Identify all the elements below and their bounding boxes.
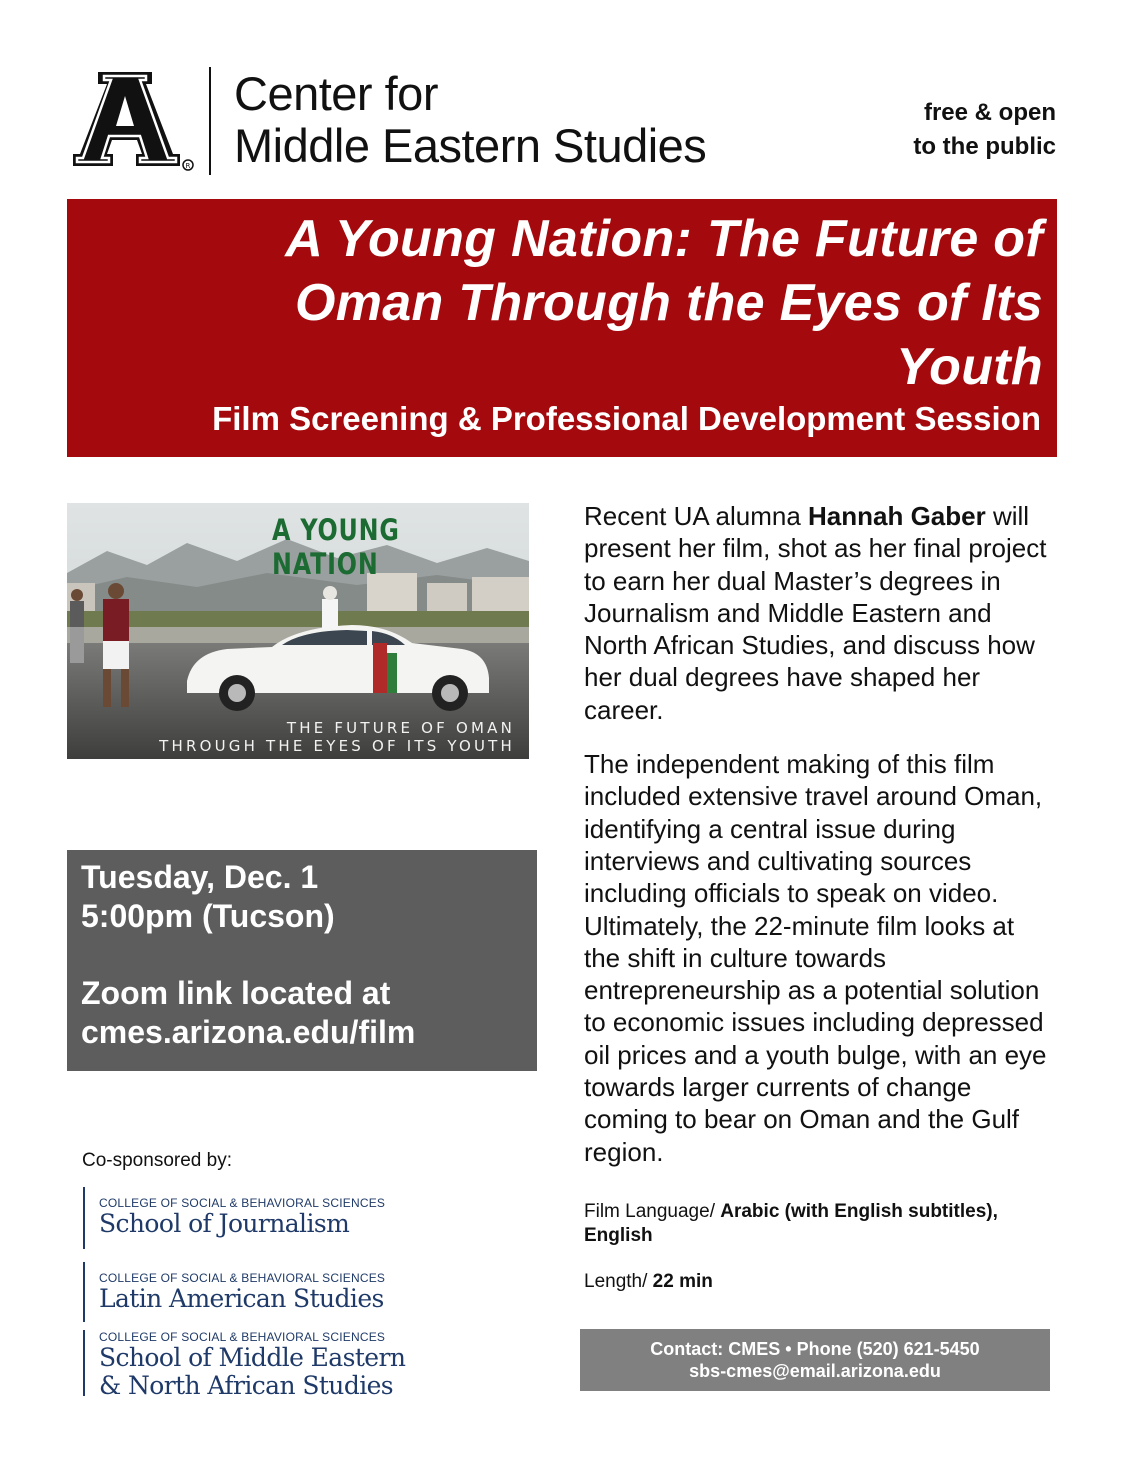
svg-text:R: R (185, 162, 191, 170)
sponsor-unit-line1: School of Middle Eastern (99, 1343, 406, 1372)
description-paragraph-1 (584, 500, 1054, 726)
sponsor-unit: School of Journalism (99, 1209, 350, 1238)
event-day: Tuesday, Dec. 1 (81, 859, 319, 895)
description-paragraph-2: The independent making of this film included extensive travel around Oman, identifying a central issue during interviews and cultivating sources including officials to speak on video. Ultimately, the 22-minute film looks at the shift in culture towards entrepreneurship as a potential solution to economic issues including depressed oil prices and a youth bulge, with an eye towards larger currents of change coming to bear on Oman and the Gulf region. (584, 749, 1047, 1167)
sponsor-college: COLLEGE OF SOCIAL & BEHAVIORAL SCIENCES (99, 1196, 386, 1210)
description-intro: Recent UA alumna (584, 501, 809, 531)
filmmaker-name: Hannah Gaber (808, 501, 986, 531)
film-length-value: 22 min (652, 1271, 713, 1292)
center-name-line1: Center for (234, 67, 438, 120)
cosponsored-label: Co-sponsored by: (82, 1150, 232, 1171)
sponsor-school-of-journalism (83, 1187, 385, 1249)
event-time: 5:00pm (Tucson) (81, 898, 335, 934)
header-divider (209, 67, 211, 175)
sponsor-college: COLLEGE OF SOCIAL & BEHAVIORAL SCIENCES (99, 1271, 386, 1285)
sponsor-latin-american-studies (83, 1262, 385, 1322)
zoom-line1: Zoom link located at (81, 975, 391, 1011)
sponsor-college: COLLEGE OF SOCIAL & BEHAVIORAL SCIENCES (99, 1330, 386, 1344)
sponsor-unit-line2: & North African Studies (99, 1371, 394, 1400)
contact-email[interactable]: sbs-cmes@email.arizona.edu (689, 1361, 941, 1381)
event-title-line1: A Young Nation: The Future of (285, 210, 1043, 268)
contact-phone: Contact: CMES • Phone (520) 621-5450 (650, 1339, 980, 1359)
free-line2: to the public (913, 133, 1056, 160)
film-length-info (584, 1270, 713, 1294)
description-p1-rest: will present her film, shot as her final project to earn her dual Master’s degrees in Journalism and Middle Eastern and North African Studies, and discuss how her dual degrees have shaped her career. (584, 501, 1047, 725)
free-and-open-notice (870, 96, 1056, 164)
contact-box (580, 1329, 1050, 1391)
sponsor-unit: Latin American Studies (99, 1284, 384, 1313)
event-title (143, 207, 1043, 399)
free-line1: free & open (923, 99, 1056, 126)
film-still-subtitle-line1: THE FUTURE OF OMAN (286, 719, 515, 737)
event-title-line2: Oman Through the Eyes of Its (294, 274, 1043, 332)
event-title-line3: Youth (896, 338, 1043, 396)
title-band (67, 199, 1057, 457)
film-still-image (67, 503, 529, 759)
sponsor-school-of-middle-eastern-north-african-studies (83, 1330, 406, 1400)
film-length-label: Length/ (584, 1271, 653, 1292)
film-still-title: A YOUNG NATION (272, 513, 400, 581)
film-language-info (584, 1200, 1054, 1248)
university-block-a-logo (70, 68, 200, 178)
event-subtitle: Film Screening & Professional Development Session (212, 400, 1041, 437)
center-name-line2: Middle Eastern Studies (234, 119, 707, 172)
zoom-link[interactable]: cmes.arizona.edu/film (81, 1014, 416, 1050)
event-date-box (67, 850, 537, 1071)
film-still-subtitle-line2: THROUGH THE EYES OF ITS YOUTH (159, 737, 515, 755)
center-name (234, 68, 706, 172)
film-language-value: Arabic (with English subtitles), English (584, 1201, 998, 1246)
film-language-label: Film Language/ (584, 1201, 721, 1222)
film-description (584, 500, 1054, 1168)
